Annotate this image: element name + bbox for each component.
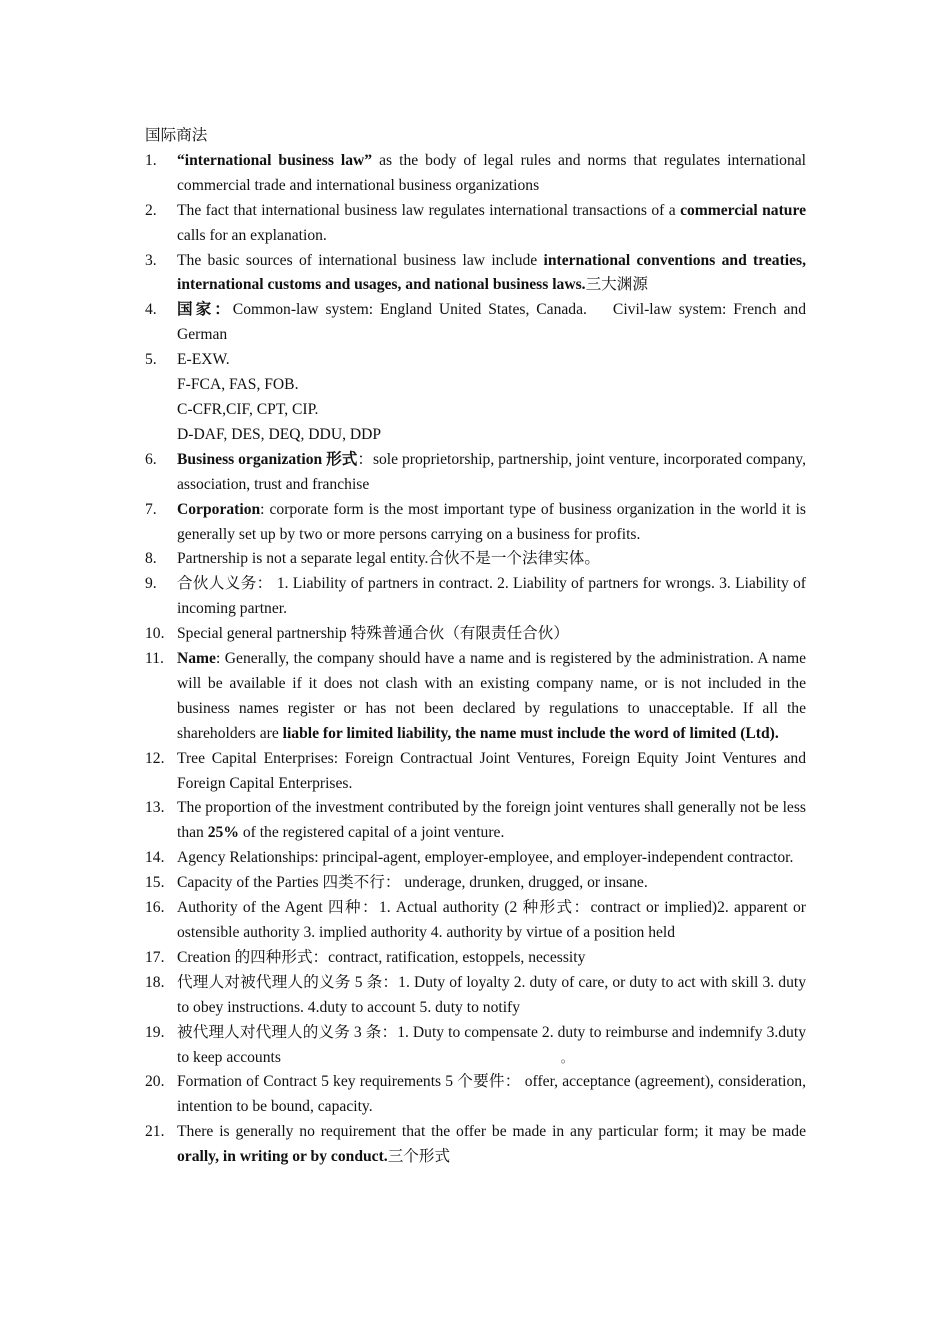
- item-text: [177, 348, 806, 448]
- item-number: 14.: [145, 849, 165, 867]
- item-text: [177, 647, 806, 747]
- bold-text: commercial nature: [680, 201, 807, 219]
- item-text: [177, 498, 806, 548]
- item-number: 21.: [145, 1123, 165, 1141]
- list-item: [145, 448, 806, 498]
- item-text: [177, 249, 806, 299]
- item-number: 12.: [145, 749, 165, 767]
- text-run: 被代理人对代理人的义务 3 条：1. Duty to compensate 2. duty to reimburse and indemnify 3.duty to keep accounts: [177, 1023, 806, 1066]
- text-run: Tree Capital Enterprises: Foreign Contractual Joint Ventures, Foreign Equity Joint Ventures and Foreign Capital Enterprises.: [177, 749, 806, 792]
- bold-text: Corporation: [177, 500, 261, 518]
- item-number: 8.: [145, 550, 157, 568]
- text-run: Creation 的四种形式：contract, ratification, estoppels, necessity: [177, 948, 586, 966]
- item-number: 11.: [145, 650, 164, 668]
- bold-text: orally, in writing or by conduct.: [177, 1148, 388, 1166]
- item-text: [177, 1070, 806, 1120]
- list-item: [145, 846, 806, 871]
- text-run: Agency Relationships: principal-agent, employer-employee, and employer-independent contractor.: [177, 849, 794, 867]
- text-run: as the body of legal rules and norms that regulates international commercial trade and international business organizations: [177, 151, 806, 194]
- list-item: [145, 796, 806, 846]
- text-run: ：sole proprietorship, partnership, joint venture, incorporated company, association, trust and franchise: [177, 450, 806, 493]
- item-text: [177, 199, 806, 249]
- text-run: The proportion of the investment contributed by the foreign joint ventures shall generally not be less than: [177, 799, 806, 842]
- bold-text: “international business law”: [177, 151, 380, 169]
- bold-text: international conventions and treaties, international customs and usages, and national business laws.: [177, 251, 807, 294]
- text-run: The fact that international business law regulates international transactions of a: [177, 201, 681, 219]
- list-item: [145, 149, 806, 199]
- list-item: [145, 896, 806, 946]
- document-title: 国际商法: [145, 127, 208, 144]
- list-item: [145, 348, 806, 448]
- text-run: 三个形式: [387, 1148, 451, 1166]
- bold-text: 国家：: [177, 301, 233, 319]
- list-item: [145, 572, 806, 622]
- bold-text: Business organization 形式: [177, 450, 358, 468]
- text-run: calls for an explanation.: [177, 226, 327, 244]
- list-item: [145, 747, 806, 797]
- item-text: [177, 896, 806, 946]
- item-number: 10.: [145, 625, 165, 643]
- text-run: Special general partnership 特殊普通合伙（有限责任合伙）: [177, 625, 569, 643]
- list-item: [145, 1070, 806, 1120]
- text-run: Partnership is not a separate legal entity.合伙不是一个法律实体。: [177, 550, 600, 568]
- item-number: 20.: [145, 1073, 165, 1091]
- list-item: [145, 249, 806, 299]
- list-item: [145, 871, 806, 896]
- item-text: [177, 572, 806, 622]
- item-text: [177, 1021, 806, 1071]
- item-text: [177, 149, 806, 199]
- item-text: [177, 846, 806, 871]
- item-text: [177, 796, 806, 846]
- item-text: [177, 547, 806, 572]
- item-text: [177, 448, 806, 498]
- item-number: 1.: [145, 151, 157, 169]
- item-text: [177, 747, 806, 797]
- item-number: 7.: [145, 500, 157, 518]
- list-item: [145, 498, 806, 548]
- list-item: [145, 1021, 806, 1071]
- bold-text: liable for limited liability, the name must include the word of limited (Ltd).: [282, 724, 779, 742]
- item-number: 19.: [145, 1023, 165, 1041]
- text-run: The basic sources of international business law include: [177, 251, 544, 269]
- item-number: 2.: [145, 201, 157, 219]
- list-item: [145, 298, 806, 348]
- bold-text: 25%: [207, 824, 239, 842]
- list-item: [145, 622, 806, 647]
- text-run: Formation of Contract 5 key requirements 5 个要件： offer, acceptance (agreement), consideration, intention to be bound, capacity.: [177, 1073, 806, 1116]
- item-text: [177, 871, 806, 896]
- item-number: 13.: [145, 799, 165, 817]
- item-text: [177, 1120, 806, 1170]
- item-text: [177, 946, 806, 971]
- item-text: [177, 622, 806, 647]
- item-number: 18.: [145, 973, 165, 991]
- item-number: 17.: [145, 948, 165, 966]
- text-run: Common-law system: England United States, Canada.: [232, 301, 587, 319]
- numbered-list: [145, 149, 806, 1170]
- text-run: 合伙人义务： 1. Liability of partners in contract. 2. Liability of partners for wrongs. 3. Liability of incoming partner.: [177, 575, 806, 618]
- list-item: [145, 647, 806, 747]
- list-item: [145, 199, 806, 249]
- list-item: [145, 971, 806, 1021]
- item-number: 9.: [145, 575, 157, 593]
- item-number: 4.: [145, 301, 157, 319]
- item-line: E-EXW.: [177, 351, 230, 369]
- item-line: F-FCA, FAS, FOB.: [177, 376, 299, 394]
- item-number: 15.: [145, 874, 165, 892]
- text-run: 三大渊源: [585, 276, 648, 294]
- item-number: 16.: [145, 899, 165, 917]
- text-run: There is generally no requirement that the offer be made in any particular form; it may be made: [177, 1123, 806, 1141]
- item-number: 3.: [145, 251, 157, 269]
- list-item: [145, 547, 806, 572]
- list-item: [145, 946, 806, 971]
- text-run: : Generally, the company should have a name and is registered by the administration. A name will be available if it does not clash with an existing company name, or is not included in the business names register or has not been declared by regulations to unacceptable. If all the shareholders are: [177, 650, 806, 742]
- text-run: Authority of the Agent 四种：1. Actual authority (2 种形式：contract or implied)2. apparent or ostensible authority 3. implied authority 4. authority by virtue of a position held: [177, 899, 806, 941]
- text-run: 代理人对被代理人的义务 5 条：1. Duty of loyalty 2. duty of care, or duty to act with skill 3. duty to obey instructions. 4.duty to account 5. duty to notify: [177, 973, 806, 1016]
- text-run: : corporate form is the most important type of business organization in the world it is generally set up by two or more persons carrying on a business for profits.: [177, 500, 806, 543]
- item-line: C-CFR,CIF, CPT, CIP.: [177, 400, 319, 418]
- item-number: 6.: [145, 450, 157, 468]
- item-line: D-DAF, DES, DEQ, DDU, DDP: [177, 425, 382, 443]
- bold-text: Name: [177, 650, 216, 668]
- item-number: 5.: [145, 351, 157, 369]
- document-page: [145, 124, 806, 1170]
- text-run: Civil-law system: French and German: [177, 301, 806, 344]
- text-run: Capacity of the Parties 四类不行： underage, drunken, drugged, or insane.: [177, 874, 648, 892]
- item-text: [177, 298, 806, 348]
- stray-mark: 。: [560, 1050, 573, 1065]
- list-item: [145, 1120, 806, 1170]
- item-text: [177, 971, 806, 1021]
- text-run: of the registered capital of a joint venture.: [238, 824, 505, 842]
